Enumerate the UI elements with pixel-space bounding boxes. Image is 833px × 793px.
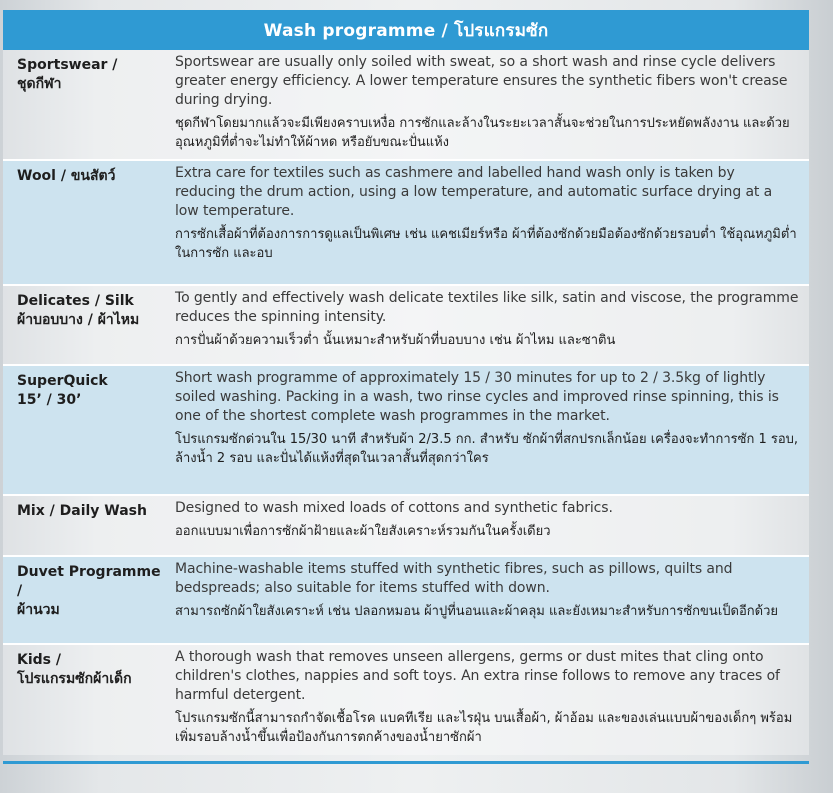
description-th: สามารถซักผ้าใยสังเคราะห์ เช่น ปลอกหมอน ผ้าปูที่นอนและผ้าคลุม และยังเหมาะสำหรับการซักขนเป็ดอีกด้วย bbox=[175, 604, 778, 619]
description-th: การซักเสื้อผ้าที่ต้องการการดูแลเป็นพิเศษ เช่น แคชเมียร์หรือ ผ้าที่ต้องซักด้วยมือต้องซักด้วยรอบต่ำ ใช้อุณหภูมิต่ำในการซัก และอบ bbox=[175, 227, 797, 261]
description-en: Designed to wash mixed loads of cottons and synthetic fabrics. bbox=[175, 500, 613, 516]
table-header bbox=[3, 10, 809, 50]
wash-programme-table bbox=[3, 10, 809, 764]
programme-name bbox=[3, 50, 163, 159]
programme-description bbox=[163, 645, 809, 755]
programme-row-superquick bbox=[3, 366, 809, 496]
description-th: การปั่นผ้าด้วยความเร็วต่ำ นั้นเหมาะสำหรับผ้าที่บอบบาง เช่น ผ้าไหม และซาติน bbox=[175, 333, 616, 348]
programme-description bbox=[163, 161, 809, 284]
description-th: โปรแกรมซักนี้สามารถกำจัดเชื้อโรค แบคทีเรีย และไรฝุ่น บนเสื้อผ้า, ผ้าอ้อม และของเล่นแบบผ้าของเด็กๆ พร้อมเพิ่มรอบล้างน้ำขึ้นเพื่อป้องกันการตกค้างของน้ำยาซักผ้า bbox=[175, 711, 793, 745]
programme-row-mix bbox=[3, 496, 809, 557]
programme-description bbox=[163, 50, 809, 159]
programme-description bbox=[163, 496, 809, 555]
description-en: Short wash programme of approximately 15 / 30 minutes for up to 2 / 3.5kg of lightly soiled washing. Packing in a wash, two rinse cycles and improved rinse spinning, this is one of the shortest complete wash programmes in the market. bbox=[175, 370, 779, 424]
description-en: To gently and effectively wash delicate textiles like silk, satin and viscose, the programme reduces the spinning intensity. bbox=[175, 290, 799, 325]
programme-name-th: ชุดกีฬา bbox=[17, 76, 62, 92]
programme-name bbox=[3, 645, 163, 755]
programme-name bbox=[3, 286, 163, 364]
description-en: Extra care for textiles such as cashmere and labelled hand wash only is taken by reducing the drum action, using a low temperature, and automatic surface drying at a low temperature. bbox=[175, 165, 773, 219]
description-en: Machine-washable items stuffed with synthetic fibres, such as pillows, quilts and bedspreads; also suitable for items stuffed with down. bbox=[175, 561, 733, 596]
programme-name-th: ผ้าบอบบาง / ผ้าไหม bbox=[17, 312, 140, 328]
programme-name bbox=[3, 161, 163, 284]
programme-description bbox=[163, 557, 809, 643]
programme-name-en: Mix / Daily Wash bbox=[17, 503, 147, 519]
programme-row-duvet bbox=[3, 557, 809, 645]
programme-name-en: Duvet Programme / bbox=[17, 564, 161, 599]
description-en: Sportswear are usually only soiled with sweat, so a short wash and rinse cycle delivers greater energy efficiency. A lower temperature ensures the synthetic fibers won't crease during drying. bbox=[175, 54, 788, 108]
description-th: ชุดกีฬาโดยมากแล้วจะมีเพียงคราบเหงื่อ การซักและล้างในระยะเวลาสั้นจะช่วยในการประหยัดพลังงาน และด้วยอุณหภูมิที่ต่ำจะไม่ทำให้ผ้าหด หรือยับขณะปั่นแห้ง bbox=[175, 116, 790, 150]
programme-name-en: Sportswear / bbox=[17, 57, 118, 73]
programme-row-kids bbox=[3, 645, 809, 755]
programme-row-delicates bbox=[3, 286, 809, 366]
programme-row-wool bbox=[3, 161, 809, 286]
description-th: ออกแบบมาเพื่อการซักผ้าฝ้ายและผ้าใยสังเคราะห์รวมกันในครั้งเดียว bbox=[175, 524, 551, 539]
programme-row-sportswear bbox=[3, 50, 809, 161]
programme-name bbox=[3, 557, 163, 643]
description-en: A thorough wash that removes unseen allergens, germs or dust mites that cling onto children's clothes, nappies and soft toys. An extra rinse follows to remove any traces of harmful detergent. bbox=[175, 649, 780, 703]
table-title: Wash programme / โปรแกรมซัก bbox=[263, 20, 549, 41]
programme-name-en: Wool / ขนสัตว์ bbox=[17, 168, 116, 184]
programme-name-th: โปรแกรมซักผ้าเด็ก bbox=[17, 671, 132, 687]
programme-name-th: 15’ / 30’ bbox=[17, 392, 82, 408]
programme-name-th: ผ้านวม bbox=[17, 602, 60, 618]
bottom-divider bbox=[3, 761, 809, 764]
programme-name-en: Delicates / Silk bbox=[17, 293, 134, 309]
programme-name bbox=[3, 496, 163, 555]
programme-description bbox=[163, 286, 809, 364]
programme-description bbox=[163, 366, 809, 494]
programme-name bbox=[3, 366, 163, 494]
description-th: โปรแกรมซักด่วนใน 15/30 นาที สำหรับผ้า 2/3.5 กก. สำหรับ ซักผ้าที่สกปรกเล็กน้อย เครื่องจะทำการซัก 1 รอบ, ล้างน้ำ 2 รอบ และปั่นได้แห้งที่สุดในเวลาสั้นที่สุดกว่าใคร bbox=[175, 432, 799, 466]
programme-name-en: SuperQuick bbox=[17, 373, 108, 389]
programme-name-en: Kids / bbox=[17, 652, 61, 668]
